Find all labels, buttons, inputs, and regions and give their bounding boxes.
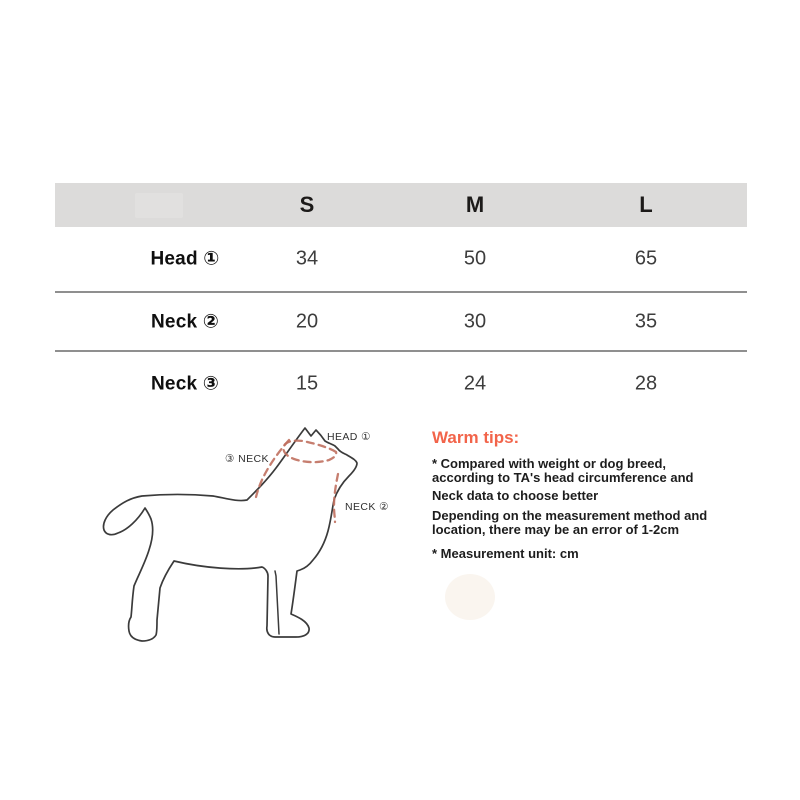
size-table <box>55 183 747 416</box>
size-table-header-row <box>55 183 747 227</box>
measurement-unit-note: * Measurement unit: cm <box>432 546 579 561</box>
col-header-s: S <box>299 192 315 217</box>
tip-line: location, there may be an error of 1-2cm <box>432 522 680 537</box>
neck3-size-s: 15 <box>295 372 319 395</box>
row-label-neck2: Neck ② <box>151 311 219 332</box>
tip-line: according to TA's head circumference and <box>432 470 694 485</box>
warm-tips-heading: Warm tips: <box>432 428 520 447</box>
col-header-m: M <box>465 192 485 217</box>
tip-line: Depending on the measurement method and <box>432 508 708 523</box>
faint-watermark-blob <box>445 574 495 620</box>
tip-line: * Compared with weight or dog breed, <box>432 456 667 471</box>
neck2-size-m: 30 <box>463 310 487 332</box>
watermark-patch <box>135 193 183 218</box>
tip-line: Neck data to choose better <box>432 488 599 503</box>
head-measure-label: HEAD ① <box>327 431 371 443</box>
row-label-head: Head ① <box>150 248 220 270</box>
row-label-neck3: Neck ③ <box>151 373 219 395</box>
table-row-neck2 <box>55 291 747 350</box>
warm-tips-section <box>432 428 710 561</box>
neck3-measure-label: ③ NECK <box>225 453 269 465</box>
neck3-size-l: 28 <box>634 372 658 395</box>
neck3-size-m: 24 <box>463 372 487 395</box>
neck3-measure-line <box>256 440 289 497</box>
head-measure-loop <box>283 441 336 462</box>
table-row-head <box>55 227 747 291</box>
col-header-l: L <box>639 192 653 217</box>
neck2-size-s: 20 <box>295 310 319 332</box>
head-size-l: 65 <box>634 247 658 270</box>
neck2-measure-label: NECK ② <box>345 501 389 513</box>
front-leg-separator-line <box>275 571 279 634</box>
neck2-measure-line <box>334 474 338 522</box>
head-size-s: 34 <box>295 247 319 270</box>
neck2-size-l: 35 <box>634 310 658 332</box>
head-size-m: 50 <box>463 247 487 270</box>
table-row-neck3 <box>55 350 747 416</box>
